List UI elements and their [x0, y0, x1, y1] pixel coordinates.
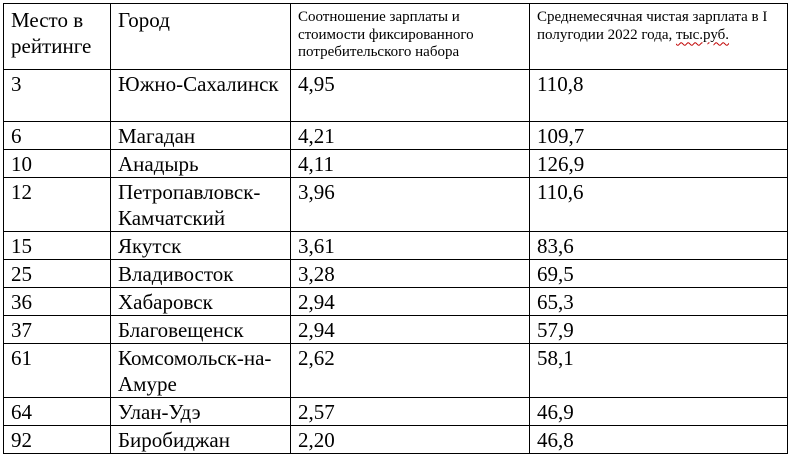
- table-row: [4, 260, 788, 288]
- table-row: [4, 122, 788, 150]
- cell-rank: 3: [4, 70, 111, 122]
- table-row: [4, 288, 788, 316]
- cell-salary: 57,9: [530, 316, 788, 344]
- header-salary: [530, 4, 788, 70]
- city-salary-table: [3, 3, 788, 454]
- cell-rank: 61: [4, 344, 111, 398]
- cell-salary: 46,9: [530, 398, 788, 426]
- cell-salary: 69,5: [530, 260, 788, 288]
- cell-rank: 6: [4, 122, 111, 150]
- cell-rank: 15: [4, 232, 111, 260]
- header-ratio: Соотношение зарплаты и стоимости фиксированного потребительского набора: [291, 4, 530, 70]
- cell-ratio: 2,94: [291, 288, 530, 316]
- cell-city: Комсомольск-на-Амуре: [111, 344, 291, 398]
- table-row: [4, 150, 788, 178]
- cell-ratio: 2,94: [291, 316, 530, 344]
- cell-city: Магадан: [111, 122, 291, 150]
- cell-salary: 65,3: [530, 288, 788, 316]
- document-page: [3, 3, 787, 452]
- cell-rank: 92: [4, 426, 111, 454]
- cell-city: Владивосток: [111, 260, 291, 288]
- cell-salary: 126,9: [530, 150, 788, 178]
- cell-ratio: 2,20: [291, 426, 530, 454]
- cell-rank: 25: [4, 260, 111, 288]
- cell-ratio: 3,61: [291, 232, 530, 260]
- cell-city: Улан-Удэ: [111, 398, 291, 426]
- table-row: [4, 232, 788, 260]
- cell-city: Хабаровск: [111, 288, 291, 316]
- cell-ratio: 3,28: [291, 260, 530, 288]
- header-rank: Место в рейтинге: [4, 4, 111, 70]
- header-salary-unit: тыс.руб.: [675, 26, 730, 43]
- cell-salary: 109,7: [530, 122, 788, 150]
- cell-ratio: 4,11: [291, 150, 530, 178]
- cell-salary: 83,6: [530, 232, 788, 260]
- cell-ratio: 4,95: [291, 70, 530, 122]
- cell-ratio: 2,57: [291, 398, 530, 426]
- table-row: [4, 70, 788, 122]
- cell-salary: 58,1: [530, 344, 788, 398]
- table-row: [4, 426, 788, 454]
- cell-city: Южно-Сахалинск: [111, 70, 291, 122]
- cell-city: Анадырь: [111, 150, 291, 178]
- cell-salary: 110,8: [530, 70, 788, 122]
- cell-rank: 12: [4, 178, 111, 232]
- header-salary-main: Среднемесячная чистая зарплата в I полугодии 2022 года,: [537, 9, 768, 43]
- cell-city: Биробиджан: [111, 426, 291, 454]
- table-row: [4, 316, 788, 344]
- table-row: [4, 178, 788, 232]
- header-row: [4, 4, 788, 70]
- cell-salary: 46,8: [530, 426, 788, 454]
- cell-city: Благовещенск: [111, 316, 291, 344]
- cell-rank: 10: [4, 150, 111, 178]
- header-city: Город: [111, 4, 291, 70]
- cell-rank: 64: [4, 398, 111, 426]
- cell-city: Якутск: [111, 232, 291, 260]
- table-row: [4, 344, 788, 398]
- cell-rank: 37: [4, 316, 111, 344]
- cell-ratio: 4,21: [291, 122, 530, 150]
- cell-city: Петропавловск-Камчатский: [111, 178, 291, 232]
- cell-rank: 36: [4, 288, 111, 316]
- cell-ratio: 2,62: [291, 344, 530, 398]
- cell-ratio: 3,96: [291, 178, 530, 232]
- cell-salary: 110,6: [530, 178, 788, 232]
- table-row: [4, 398, 788, 426]
